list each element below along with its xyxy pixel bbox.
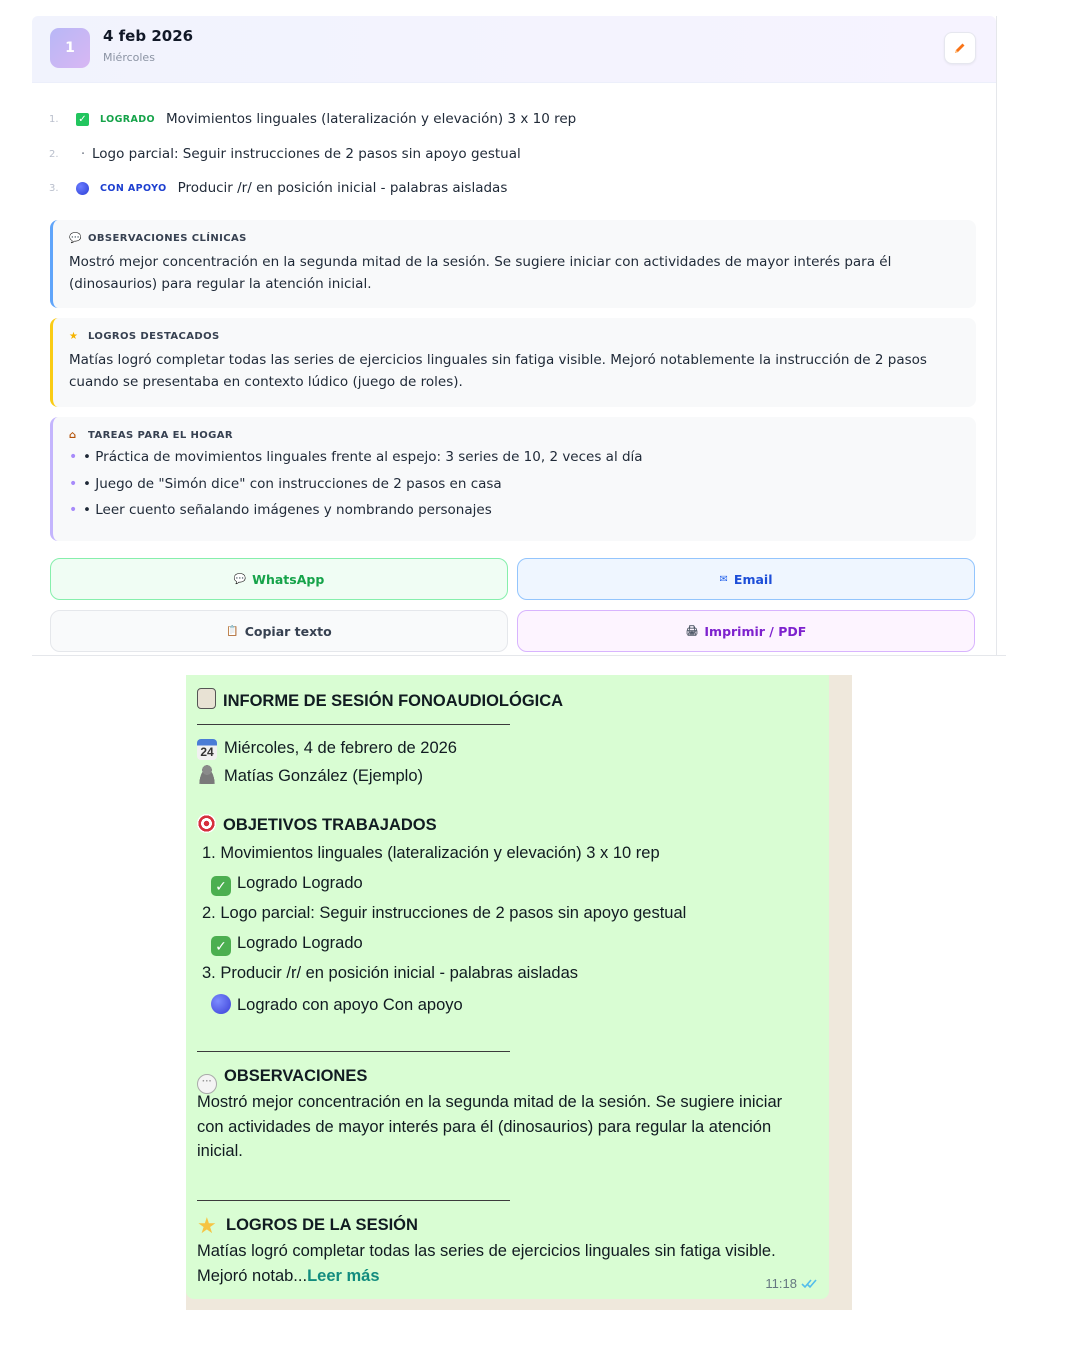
clipboard-icon: 📋 [226,625,239,637]
read-more-link[interactable]: Leer más [307,1266,380,1285]
observations-text: Mostró mejor concentración en la segunda mitad de la sesión. Se sugiere iniciar con actividades de mayor interés para él (dinosaurios) para regular la atención inicial. [69,254,892,292]
achievements-text: Matías logró completar todas las series de ejercicios linguales sin fatiga visible. Mejoró notab...Leer más [197,1242,776,1285]
wa-objective-status: Logrado con apoyo Con apoyo [211,994,463,1015]
achievements-title: LOGROS DESTACADOS [88,331,220,342]
homework-panel [50,417,976,541]
blue-circle-icon [76,182,89,195]
dot-icon: · [80,146,86,162]
whatsapp-chat-background [186,675,852,1310]
wa-objective-text: 1. Movimientos linguales (lateralización y elevación) 3 x 10 rep [202,844,660,862]
observations-title: OBSERVACIONES CLÍNICAS [88,233,247,244]
calendar-icon: 24 [197,739,217,760]
objective-text: Movimientos linguales (lateralización y elevación) 3 x 10 rep [166,111,577,127]
objective-number: 3. [49,182,59,194]
envelope-icon: ✉ [719,573,728,585]
target-icon [197,814,216,833]
status-badge: CON APOYO [100,182,167,194]
observations-heading: ··· OBSERVACIONES [197,1067,367,1094]
timestamp: 11:18 [765,1276,797,1291]
session-card [32,16,997,656]
session-date: 4 feb 2026 [103,27,194,45]
copy-text-button[interactable]: 📋 Copiar texto [50,610,508,652]
observations-text: Mostró mejor concentración en la segunda mitad de la sesión. Se sugiere iniciar con actividades de mayor interés para él (dinosaurios) para regular la atención inicial. [197,1093,783,1160]
divider [197,1051,510,1052]
whatsapp-button[interactable]: 💬 WhatsApp [50,558,508,600]
objective-text: Producir /r/ en posición inicial - palabras aisladas [177,180,508,196]
homework-item: • • Leer cuento señalando imágenes y nombrando personajes [69,497,960,524]
patient-line: Matías González (Ejemplo) [197,764,423,786]
star-icon: ★ [197,1213,217,1238]
edit-button[interactable] [944,32,976,64]
speech-bubble-icon: 💬 [233,573,247,585]
homework-title: TAREAS PARA EL HOGAR [88,430,234,441]
achievements-panel [50,318,976,407]
objective-item [49,144,521,164]
observations-panel [50,220,976,308]
objective-number: 2. [49,148,59,160]
objective-item [49,109,576,129]
wa-objective-status: ✓ Logrado Logrado [211,934,363,956]
printer-icon: 🖨 [685,625,699,637]
status-badge: LOGRADO [100,113,156,125]
wa-objective-text: 3. Producir /r/ en posición inicial - palabras aisladas [202,964,579,982]
objective-item [49,178,507,198]
divider [197,1200,510,1201]
objective-number: 1. [49,113,59,125]
day-badge: 1 [50,28,90,68]
achievements-heading: ★ LOGROS DE LA SESIÓN [197,1213,418,1238]
person-icon [197,764,217,784]
session-header [32,16,996,83]
blue-circle-icon [211,994,231,1014]
house-icon: ⌂ [69,430,77,441]
wa-objective-status: ✓ Logrado Logrado [211,874,363,896]
clipboard-icon [197,688,216,709]
message-bubble [186,675,829,1299]
check-icon: ✓ [211,876,231,896]
report-title-line: INFORME DE SESIÓN FONOAUDIOLÓGICA [197,688,563,711]
divider [197,724,510,725]
homework-item: • • Juego de "Simón dice" con instrucciones de 2 pasos en casa [69,471,960,498]
speech-bubble-icon: 💬 [69,233,82,244]
star-icon: ★ [69,331,79,342]
objectives-heading: OBJETIVOS TRABAJADOS [197,814,437,835]
wa-objective-text: 2. Logo parcial: Seguir instrucciones de 2 pasos sin apoyo gestual [202,904,687,922]
speech-bubble-icon: ··· [197,1074,217,1094]
achievements-text: Matías logró completar todas las series de ejercicios linguales sin fatiga visible. Mejoró notablemente la instrucción de 2 pasos cuando se presentaba en contexto lúdico (juego de roles). [69,352,927,390]
check-icon: ✓ [211,936,231,956]
bullet-icon: • [69,449,78,465]
session-weekday: Miércoles [103,51,155,64]
double-check-icon [801,1278,819,1289]
divider [32,655,1006,656]
email-button[interactable]: ✉ Email [517,558,975,600]
bullet-icon: • [69,502,78,518]
homework-item: • • Práctica de movimientos linguales frente al espejo: 3 series de 10, 2 veces al día [69,444,960,471]
message-time [765,1276,819,1291]
pencil-icon [953,41,967,55]
objective-text: Logo parcial: Seguir instrucciones de 2 pasos sin apoyo gestual [92,146,521,162]
check-icon: ✓ [76,113,89,126]
bullet-icon: • [69,475,78,492]
date-line: 24 Miércoles, 4 de febrero de 2026 [197,739,457,760]
print-pdf-button[interactable]: 🖨 Imprimir / PDF [517,610,975,652]
